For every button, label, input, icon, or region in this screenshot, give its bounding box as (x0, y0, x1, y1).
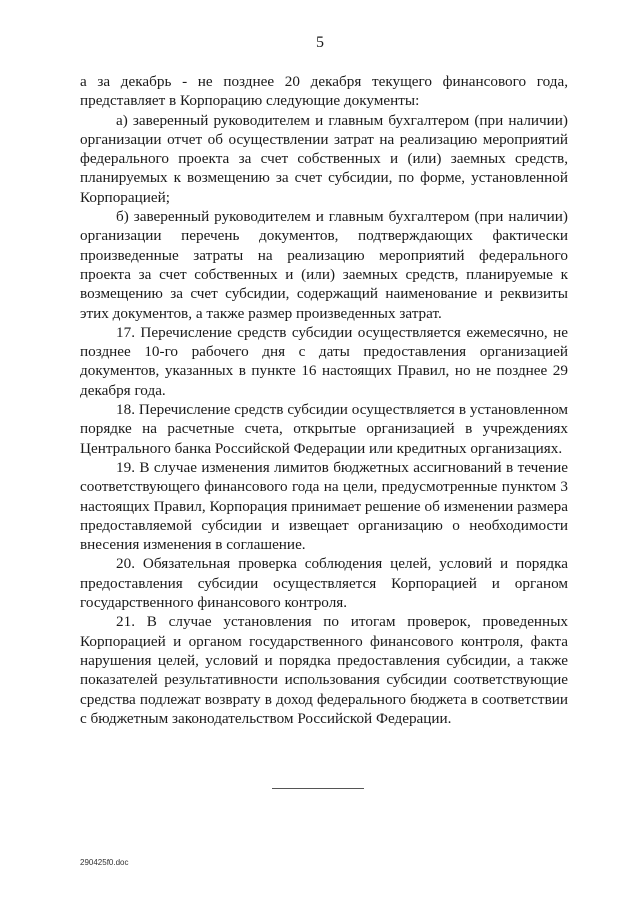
paragraph-20: 20. Обязательная проверка соблюдения целей, условий и порядка предоставления субсидии осуществляется Корпорацией и органом государственного финансового контроля. (80, 555, 568, 612)
document-body (80, 72, 568, 728)
paragraph-21: 21. В случае установления по итогам проверок, проведенных Корпорацией и органом государственного финансового контроля, факта нарушения целей, условий и порядка предоставления субсидии, а также показателей результативности использования субсидии соответствующие средства подлежат возврату в доход федерального бюджета в соответствии с бюджетным законодательством Российской Федерации. (80, 613, 568, 727)
page-number: 5 (316, 34, 324, 51)
paragraph-intro: а за декабрь - не позднее 20 декабря текущего финансового года, представляет в Корпорацию следующие документы: (80, 73, 568, 110)
end-separator-line (272, 788, 364, 789)
paragraph-17: 17. Перечисление средств субсидии осуществляется ежемесячно, не позднее 10-го рабочего дня с даты предоставления организацией документов, указанных в пункте 16 настоящих Правил, но не позднее 29 декабря года. (80, 323, 568, 399)
paragraph-18: 18. Перечисление средств субсидии осуществляется в установленном порядке на расчетные счета, открытые организацией в учреждениях Центрального банка Российской Федерации или кредитных организациях. (80, 401, 568, 457)
document-file-id: 290425f0.doc (80, 858, 129, 867)
paragraph-item-b: б) заверенный руководителем и главным бухгалтером (при наличии) организации перечень документов, подтверждающих фактически произведенные затраты на реализацию мероприятий федерального проекта за счет собственных и (или) заемных средств, планируемые к возмещению за счет субсидии, содержащий наименование и реквизиты этих документов, а также размер произведенных затрат. (80, 208, 568, 322)
paragraph-item-a: а) заверенный руководителем и главным бухгалтером (при наличии) организации отчет об осуществлении затрат на реализацию мероприятий федерального проекта за счет собственных и (или) заемных средств, планируемых к возмещению за счет субсидии, по форме, установленной Корпорацией; (80, 111, 568, 206)
paragraph-19: 19. В случае изменения лимитов бюджетных ассигнований в течение соответствующего финансового года на цели, предусмотренные пунктом 3 настоящих Правил, Корпорация принимает решение об изменении размера предоставляемой субсидии и извещает организацию о необходимости внесения изменения в соглашение. (80, 458, 568, 554)
